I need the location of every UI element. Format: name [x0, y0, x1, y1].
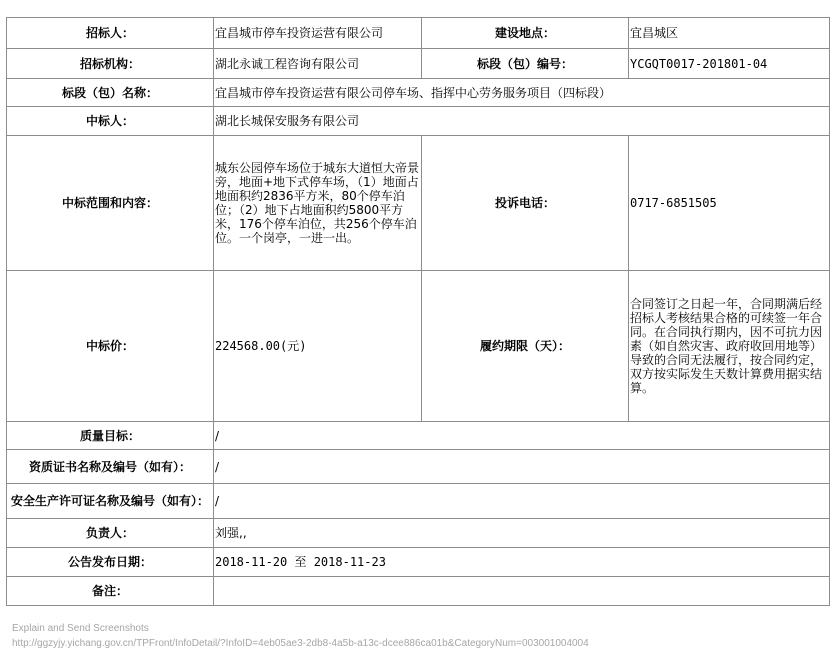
publish-date-value: 2018-11-20 至 2018-11-23 — [214, 548, 830, 577]
source-url: http://ggzyjy.yichang.gov.cn/TPFront/InfoDetail/?InfoID=4eb05ae3-2db8-4a5b-a13c-dcee886ca01b&CategoryNum=003001004004 — [12, 638, 589, 649]
quality-label: 质量目标： — [7, 422, 214, 450]
scope-label: 中标范围和内容： — [7, 136, 214, 271]
price-value: 224568.00(元) — [214, 271, 422, 422]
manager-label: 负责人： — [7, 519, 214, 548]
table-row — [7, 271, 830, 422]
publish-date-label: 公告发布日期： — [7, 548, 214, 577]
qualification-value: / — [214, 450, 830, 484]
remark-value — [214, 577, 830, 606]
term-value: 合同签订之日起一年，合同期满后经招标人考核结果合格的可续签一年合同。在合同执行期内，因不可抗力因素（如自然灾害、政府收回用地等）导致的合同无法履行，按合同约定，双方按实际发生天数计算费用据实结算。 — [629, 271, 830, 422]
safety-value: / — [214, 484, 830, 519]
complaint-phone-label: 投诉电话： — [422, 136, 629, 271]
bid-result-table — [6, 17, 830, 606]
qualification-label: 资质证书名称及编号（如有）： — [7, 450, 214, 484]
section-name-label: 标段（包）名称： — [7, 79, 214, 107]
quality-value: / — [214, 422, 830, 450]
term-label: 履约期限（天）： — [422, 271, 629, 422]
section-name-value: 宜昌城市停车投资运营有限公司停车场、指挥中心劳务服务项目（四标段） — [214, 79, 830, 107]
location-label: 建设地点： — [422, 18, 629, 49]
tenderer-label: 招标人： — [7, 18, 214, 49]
winner-label: 中标人： — [7, 107, 214, 136]
table-row — [7, 79, 830, 107]
table-row — [7, 519, 830, 548]
scope-value: 城东公园停车场位于城东大道恒大帝景旁，地面+地下式停车场，（1）地面占地面积约2836平方米，80个停车泊位；（2）地下占地面积约5800平方米，176个停车泊位，共256个停车泊位。一个岗亭，一进一出。 — [214, 136, 422, 271]
table-row — [7, 548, 830, 577]
table-row — [7, 18, 830, 49]
section-no-value: YCGQT0017-201801-04 — [629, 49, 830, 79]
section-no-label: 标段（包）编号： — [422, 49, 629, 79]
table-row — [7, 450, 830, 484]
location-value: 宜昌城区 — [629, 18, 830, 49]
price-label: 中标价： — [7, 271, 214, 422]
screenshot-caption: Explain and Send Screenshots — [12, 623, 149, 634]
complaint-phone-value: 0717-6851505 — [629, 136, 830, 271]
winner-value: 湖北长城保安服务有限公司 — [214, 107, 830, 136]
table-row — [7, 422, 830, 450]
safety-label: 安全生产许可证名称及编号（如有）： — [7, 484, 214, 519]
table-row — [7, 484, 830, 519]
manager-value: 刘强,, — [214, 519, 830, 548]
agency-value: 湖北永诚工程咨询有限公司 — [214, 49, 422, 79]
table-row — [7, 577, 830, 606]
tenderer-value: 宜昌城市停车投资运营有限公司 — [214, 18, 422, 49]
table-row — [7, 107, 830, 136]
agency-label: 招标机构： — [7, 49, 214, 79]
table-row — [7, 49, 830, 79]
remark-label: 备注： — [7, 577, 214, 606]
table-row — [7, 136, 830, 271]
